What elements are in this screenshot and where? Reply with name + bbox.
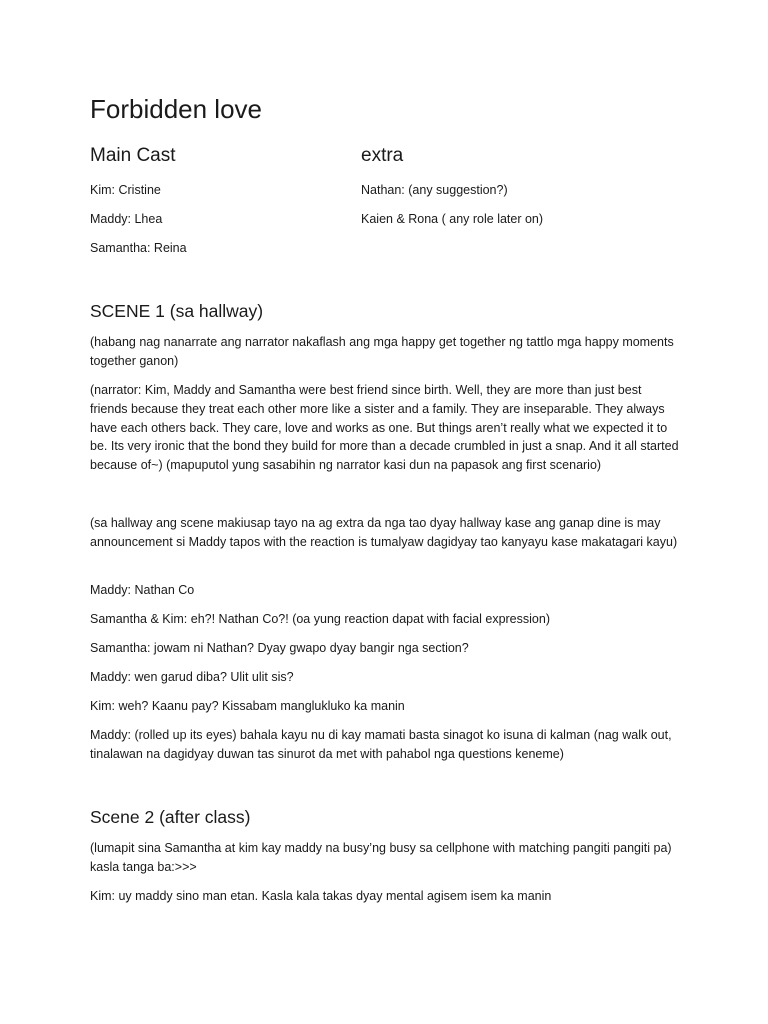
- scene2-dialogue-line: Kim: uy maddy sino man etan. Kasla kala takas dyay mental agisem isem ka manin: [90, 889, 552, 903]
- scene2-heading: Scene 2 (after class): [90, 807, 251, 827]
- scene1-dialogue-line: Samantha & Kim: eh?! Nathan Co?! (oa yung reaction dapat with facial expression): [90, 612, 550, 626]
- document-title: Forbidden love: [90, 94, 262, 124]
- scene1-paragraph: (habang nag nanarrate ang narrator nakaflash ang mga happy get together ng tattlo mga happy moments together ganon): [90, 335, 674, 368]
- cast-line-maddy: Maddy: Lhea: [90, 212, 163, 226]
- cast-line-kim: Kim: Cristine: [90, 183, 161, 197]
- cast-line-samantha: Samantha: Reina: [90, 241, 187, 255]
- extra-heading: extra: [361, 145, 404, 166]
- scene1-dialogue-line: Kim: weh? Kaanu pay? Kissabam manglukluko ka manin: [90, 699, 405, 713]
- scene1-dialogue-line: Maddy: (rolled up its eyes) bahala kayu nu di kay mamati basta sinagot ko isuna di kalman (nag walk out, tinalawan na dagidyay duwan tas sinurot da met with pahabol nga questions keneme): [90, 728, 672, 761]
- scene2-paragraph: (lumapit sina Samantha at kim kay maddy na busy’ng busy sa cellphone with matching pangiti pangiti pa) kasla tanga ba:>>>: [90, 841, 672, 874]
- scene1-dialogue-line: Maddy: wen garud diba? Ulit ulit sis?: [90, 670, 294, 684]
- scene1-heading: SCENE 1 (sa hallway): [90, 301, 264, 321]
- scene1-dialogue-line: Maddy: Nathan Co: [90, 583, 195, 597]
- scene1-dialogue-line: Samantha: jowam ni Nathan? Dyay gwapo dyay bangir nga section?: [90, 641, 469, 655]
- scene1-paragraph: (sa hallway ang scene makiusap tayo na ag extra da nga tao dyay hallway kase ang ganap dine is may announcement si Maddy tapos with the reaction is tumalyaw dagidyay tao kanyayu kase makatagari kayu): [90, 516, 678, 549]
- extra-line-nathan: Nathan: (any suggestion?): [361, 183, 508, 197]
- extra-line-kaien-rona: Kaien & Rona ( any role later on): [361, 212, 544, 226]
- scene1-paragraph: (narrator: Kim, Maddy and Samantha were best friend since birth. Well, they are more than just best friends because they treat each other more like a sister and a family. They are inseparable. They always have each others back. They care, love and works as one. But things aren’t really what we expected it to be. Its very ironic that the bond they build for more than a decade crumbled in just a snap. And it all started because of~) (mapuputol yung sasabihin ng narrator kasi dun na papasok ang first scenario): [90, 383, 679, 473]
- main-cast-heading: Main Cast: [90, 145, 176, 166]
